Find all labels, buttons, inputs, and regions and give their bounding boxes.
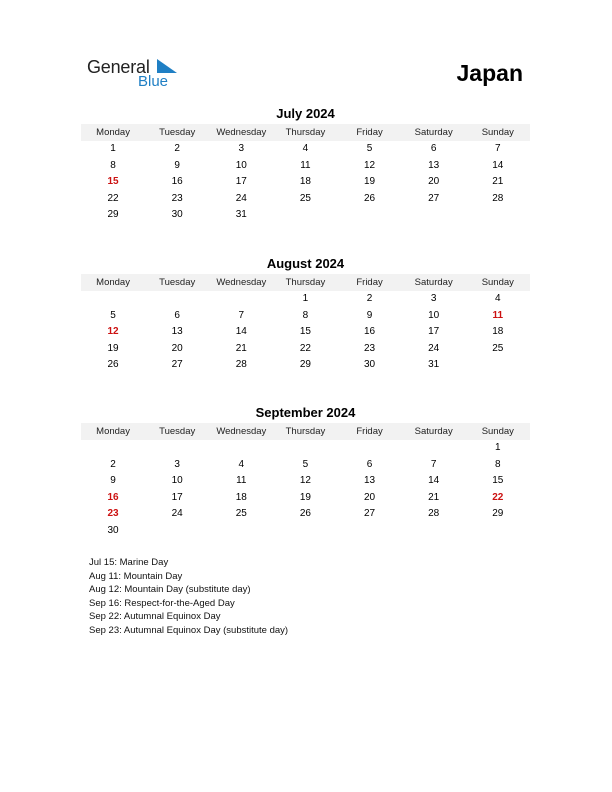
day-cell: 14 <box>428 475 440 487</box>
day-cell: 23 <box>364 342 376 354</box>
day-cell: 27 <box>364 508 376 520</box>
weekday-label: Thursday <box>285 277 326 288</box>
weekday-label: Tuesday <box>159 426 196 437</box>
empty-day-cell <box>338 207 402 224</box>
day-cell: 1 <box>495 442 501 453</box>
week-row <box>81 457 530 474</box>
weekday-label: Thursday <box>285 426 326 437</box>
day-cell: 20 <box>364 491 376 503</box>
day-cell: 15 <box>299 326 311 338</box>
day-cell: 18 <box>235 491 247 503</box>
weekday-label: Monday <box>96 127 130 138</box>
day-cell: 13 <box>171 326 183 338</box>
day-cell: 22 <box>107 192 119 204</box>
day-cell: 19 <box>107 342 119 354</box>
weekday-label: Friday <box>356 277 383 288</box>
day-cell: 17 <box>171 491 183 503</box>
week-row <box>81 291 530 308</box>
weekday-label: Sunday <box>481 127 514 138</box>
day-cell: 2 <box>174 143 180 154</box>
day-cell: 16 <box>171 176 183 188</box>
weekday-header <box>81 274 530 291</box>
week-row <box>81 341 530 358</box>
weekday-label: Monday <box>96 277 130 288</box>
day-cell: 15 <box>492 475 504 487</box>
day-cell: 24 <box>235 192 247 204</box>
day-cell: 8 <box>110 159 116 171</box>
day-cell: 23 <box>171 192 183 204</box>
empty-day-cell <box>402 207 466 224</box>
week-row <box>81 207 530 224</box>
weekday-label: Wednesday <box>216 127 267 138</box>
holiday-note: Aug 12: Mountain Day (substitute day) <box>89 584 251 596</box>
day-cell: 29 <box>107 209 119 221</box>
month-grid <box>81 141 530 224</box>
day-cell: 26 <box>299 508 311 520</box>
day-cell: 29 <box>299 359 311 371</box>
day-cell: 24 <box>428 342 440 354</box>
day-cell: 28 <box>235 359 247 371</box>
day-cell: 16 <box>107 491 119 503</box>
day-cell: 29 <box>492 508 504 520</box>
day-cell: 14 <box>235 326 247 338</box>
week-row <box>81 324 530 341</box>
day-cell: 10 <box>428 309 440 321</box>
weekday-label: Wednesday <box>216 277 267 288</box>
day-cell: 3 <box>174 458 180 470</box>
day-cell: 21 <box>428 491 440 503</box>
day-cell: 19 <box>364 176 376 188</box>
day-cell: 28 <box>428 508 440 520</box>
day-cell: 9 <box>174 159 180 171</box>
weekday-label: Tuesday <box>159 277 196 288</box>
empty-day-cell <box>81 440 145 457</box>
day-cell: 25 <box>299 192 311 204</box>
day-cell: 7 <box>238 309 245 321</box>
day-cell: 31 <box>428 359 440 371</box>
weekday-header <box>81 124 530 141</box>
weekday-label: Tuesday <box>159 127 196 138</box>
day-cell: 30 <box>364 359 376 371</box>
day-cell: 19 <box>299 491 311 503</box>
month-july <box>81 106 530 224</box>
weekday-label: Saturday <box>414 127 453 138</box>
weekday-label: Saturday <box>414 277 453 288</box>
weekday-label: Friday <box>356 426 383 437</box>
day-cell: 1 <box>110 143 116 154</box>
logo-word-general: General <box>87 57 150 77</box>
day-cell: 17 <box>428 326 440 338</box>
day-cell: 5 <box>110 309 116 321</box>
empty-day-cell <box>145 523 209 540</box>
day-cell: 22 <box>492 491 504 503</box>
day-cell: 31 <box>235 209 247 221</box>
week-row <box>81 141 530 158</box>
weekday-label: Sunday <box>481 277 514 288</box>
weekday-label: Friday <box>356 127 383 138</box>
empty-day-cell <box>466 207 530 224</box>
empty-day-cell <box>145 291 209 308</box>
weekday-label: Thursday <box>285 127 326 138</box>
week-row <box>81 158 530 175</box>
week-row <box>81 523 530 540</box>
week-row <box>81 506 530 523</box>
empty-day-cell <box>273 523 337 540</box>
day-cell: 4 <box>302 143 309 154</box>
day-cell: 14 <box>492 159 504 171</box>
day-cell: 7 <box>495 143 501 154</box>
day-cell: 6 <box>430 143 437 154</box>
day-cell: 5 <box>366 143 373 154</box>
day-cell: 28 <box>492 192 504 204</box>
day-cell: 6 <box>174 309 180 321</box>
day-cell: 27 <box>171 359 183 371</box>
day-cell: 9 <box>366 309 373 321</box>
logo-word-blue: Blue <box>138 73 169 90</box>
day-cell: 12 <box>364 159 376 171</box>
day-cell: 13 <box>428 159 440 171</box>
empty-day-cell <box>466 357 530 374</box>
month-title: August 2024 <box>266 256 345 271</box>
day-cell: 20 <box>171 342 183 354</box>
day-cell: 11 <box>492 309 504 321</box>
holiday-note: Sep 22: Autumnal Equinox Day <box>89 611 221 623</box>
empty-day-cell <box>273 207 337 224</box>
day-cell: 23 <box>107 508 119 520</box>
empty-day-cell <box>81 291 145 308</box>
month-august <box>81 256 530 374</box>
weekday-label: Sunday <box>481 426 514 437</box>
holiday-note: Sep 23: Autumnal Equinox Day (substitute day) <box>89 624 289 636</box>
day-cell: 25 <box>235 508 247 520</box>
empty-day-cell <box>209 523 273 540</box>
day-cell: 3 <box>238 143 245 154</box>
country-title: Japan <box>456 60 523 86</box>
day-cell: 8 <box>495 458 501 470</box>
day-cell: 30 <box>107 524 119 536</box>
weekday-label: Saturday <box>414 426 453 437</box>
day-cell: 17 <box>235 176 247 188</box>
week-row <box>81 473 530 490</box>
weekday-label: Monday <box>96 426 130 437</box>
week-row <box>81 308 530 325</box>
holiday-note: Aug 11: Mountain Day <box>89 570 183 582</box>
day-cell: 18 <box>299 176 311 188</box>
month-grid <box>81 291 530 374</box>
day-cell: 2 <box>366 293 373 304</box>
empty-day-cell <box>209 440 273 457</box>
day-cell: 25 <box>492 342 504 354</box>
month-title: July 2024 <box>276 106 335 121</box>
day-cell: 13 <box>364 475 376 487</box>
holiday-note: Jul 15: Marine Day <box>89 557 169 568</box>
empty-day-cell <box>209 291 273 308</box>
day-cell: 21 <box>235 342 247 354</box>
day-cell: 3 <box>430 293 437 304</box>
week-row <box>81 357 530 374</box>
day-cell: 30 <box>171 209 183 221</box>
day-cell: 6 <box>366 458 373 470</box>
day-cell: 12 <box>299 475 311 487</box>
empty-day-cell <box>338 440 402 457</box>
day-cell: 1 <box>302 293 309 304</box>
day-cell: 15 <box>107 176 119 188</box>
day-cell: 10 <box>235 159 247 171</box>
week-row <box>81 440 530 457</box>
day-cell: 16 <box>364 326 376 338</box>
week-row <box>81 174 530 191</box>
logo-flag-icon <box>157 59 177 73</box>
day-cell: 2 <box>110 458 116 470</box>
day-cell: 22 <box>299 342 311 354</box>
day-cell: 10 <box>171 475 183 487</box>
day-cell: 24 <box>171 508 183 520</box>
day-cell: 11 <box>236 475 247 487</box>
day-cell: 26 <box>364 192 376 204</box>
day-cell: 4 <box>238 458 245 470</box>
empty-day-cell <box>273 440 337 457</box>
day-cell: 27 <box>428 192 440 204</box>
week-row <box>81 191 530 208</box>
generalblue-logo <box>87 56 187 92</box>
empty-day-cell <box>402 440 466 457</box>
holiday-notes <box>89 556 288 638</box>
day-cell: 11 <box>300 159 311 171</box>
day-cell: 21 <box>492 176 504 188</box>
empty-day-cell <box>338 523 402 540</box>
empty-day-cell <box>145 440 209 457</box>
day-cell: 9 <box>110 475 116 487</box>
month-title: September 2024 <box>255 405 356 420</box>
day-cell: 8 <box>302 309 309 321</box>
month-september <box>81 405 530 540</box>
month-grid <box>81 440 530 540</box>
day-cell: 12 <box>107 326 119 338</box>
day-cell: 7 <box>430 458 437 470</box>
week-row <box>81 490 530 507</box>
weekday-header <box>81 423 530 440</box>
day-cell: 20 <box>428 176 440 188</box>
empty-day-cell <box>466 523 530 540</box>
day-cell: 26 <box>107 359 119 371</box>
holiday-note: Sep 16: Respect-for-the-Aged Day <box>89 597 235 609</box>
day-cell: 5 <box>302 458 309 470</box>
day-cell: 4 <box>495 293 501 304</box>
day-cell: 18 <box>492 326 504 338</box>
weekday-label: Wednesday <box>216 426 267 437</box>
empty-day-cell <box>402 523 466 540</box>
